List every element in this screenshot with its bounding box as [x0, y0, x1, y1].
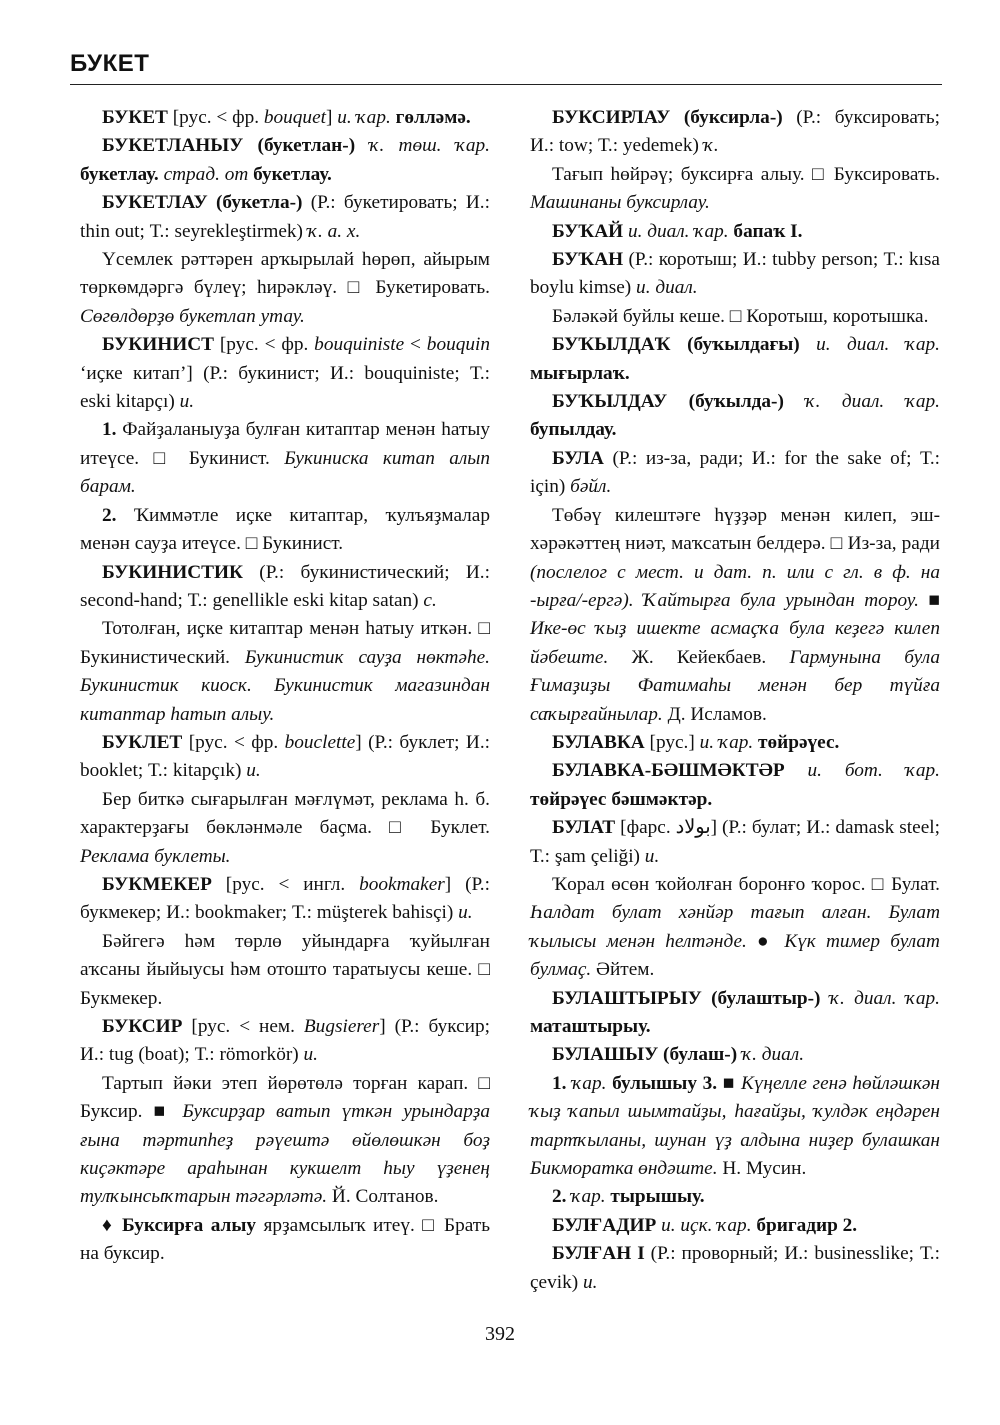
dictionary-entry [530, 729, 940, 757]
entry-paragraph [530, 871, 940, 985]
italic-text: (послелог с мест. и дат. п. или с гл. в ф. на -ырға/-ергә). Ҡайтырға була урындан тороу. [530, 561, 940, 611]
italic-text: ҡар. [571, 1186, 606, 1208]
headword: БУКЕТЛАНЫУ (букетлан-) [102, 135, 356, 157]
dictionary-entry [530, 985, 940, 1042]
headword: БУЛАШТЫРЫУ (булаштыр-) [552, 987, 821, 1009]
text [785, 760, 808, 781]
headword: БУЛҒАН I [552, 1243, 645, 1265]
page-header [70, 50, 940, 78]
italic-text: ҡ. төш. ҡар. [369, 135, 490, 157]
italic-text: Гармунына була Ғимаҙиҙы Фатимаһы менән бер түйға саҡырғайнылар. [530, 646, 940, 725]
italic-text: Күңелле генә һөйләшкән ҡыҙ ҡапыл шымтайҙы, һағайҙы, ҡулдәк еңдәрен тартҡыланы, шунан үҙ алдына ниҙер булашкан Бикморатка өндәште. [530, 1072, 941, 1180]
text: Ж. Кейекбаев. [608, 646, 790, 668]
dictionary-entry [80, 1013, 490, 1070]
dictionary-entry [530, 218, 940, 246]
italic-text: ҡ. диал. [741, 1044, 805, 1066]
italic-text: bouquin [426, 334, 490, 356]
bold-text: маташтырыу. [530, 1016, 651, 1037]
bold-text: төйрәүес. [758, 731, 840, 753]
headword: БУКМЕКЕР [102, 873, 212, 895]
dictionary-entry [80, 559, 490, 616]
bold-text: мығырлаҡ. [530, 362, 630, 384]
text: (Р.: букетировать; И.: thin out; Т.: seyrekleştirmek) [80, 192, 490, 242]
text: [рус. < фр. [167, 107, 264, 128]
text: [рус. < фр. [182, 731, 285, 753]
text: [фарс. بولاد] (Р.: булат; И.: damask steel; Т.: şam çeliği) [530, 817, 940, 867]
headword: БУКСИР [102, 1016, 183, 1037]
text: ] (Р.: буклет; И.: booklet; Т.: kitapçık) [80, 731, 490, 782]
text [820, 988, 829, 1009]
bold-text: бригадир 2. [756, 1214, 858, 1236]
bold-text: 1. [102, 419, 117, 441]
entry-paragraph [80, 502, 490, 559]
italic-text: bouquiniste [314, 334, 405, 356]
italic-text: bookmaker [359, 873, 445, 895]
text: ♦ [102, 1214, 122, 1236]
text: Файҙаланыуҙа булған китаптар менән һатыу итеүсе. □ Букинист. [80, 419, 490, 469]
italic-text: Һалдат булат хәнйәр тағып алған. Булат ҡылысы менән һелтәнде. [530, 902, 940, 952]
dictionary-entry [530, 757, 940, 814]
italic-text: и. диал. ҡар. [816, 334, 941, 356]
headword: БУЛАВКА [552, 731, 645, 753]
entry-paragraph [530, 1070, 940, 1184]
italic-text: и. [303, 1044, 318, 1066]
entry-paragraph [530, 1183, 940, 1211]
headword: БУЛАТ [552, 817, 616, 839]
text: [рус. < фр. [213, 334, 315, 356]
entry-paragraph [530, 502, 940, 729]
italic-text: и. [583, 1271, 598, 1293]
dictionary-entry [530, 1041, 940, 1069]
headword: БУҠАЙ [552, 220, 624, 242]
entry-paragraph [80, 786, 490, 871]
italic-text: и. диал. ҡар. [627, 220, 729, 242]
dictionary-entry [530, 331, 940, 388]
text: ■ [717, 1072, 741, 1094]
italic-text: и. [458, 902, 473, 924]
bold-text: 2. [102, 504, 117, 526]
entry-paragraph [80, 615, 490, 729]
entry-paragraph [530, 303, 940, 331]
dictionary-entry [530, 246, 940, 303]
italic-text: и. [246, 760, 261, 782]
italic-text: ҡар. [572, 1072, 607, 1094]
text [800, 334, 816, 355]
italic-text: Букинистик сауҙа нөктәһе. Букинистик киоск. Букинистик магазиндан китаптар һатып алыу. [80, 646, 491, 725]
bold-text: тырышыу. [610, 1186, 705, 1208]
italic-text: Букиниска китап алып барам. [80, 447, 490, 498]
bold-text: Буксирға алыу [121, 1214, 257, 1236]
text: Әйтем. [591, 959, 655, 981]
headword: БУКИНИСТИК [102, 561, 243, 583]
text: (Р.: из-за, ради; И.: for the sake of; Т.: için) [530, 447, 940, 498]
dictionary-entry [80, 189, 490, 246]
text: [рус. < нем. [182, 1016, 304, 1037]
italic-text: и. ҡар. [337, 107, 391, 128]
text: Тағып һөйрәү; буксирға алыу. □ Буксировать. [552, 163, 940, 185]
text: Н. Мусин. [717, 1158, 807, 1180]
italic-text: ҡ. диал. ҡар. [805, 391, 940, 413]
italic-text: Машинаны буксирлау. [530, 192, 710, 214]
dictionary-entry [530, 104, 940, 161]
text: Бәйгегә һәм төрлө уйындарға ҡуйылған аҡсаны йыйыусы һәм отошто таратыусы кеше. □ Букмекер. [80, 930, 490, 1009]
text: (Р.: проворный; И.: businesslike; Т.: çevik) [530, 1243, 940, 1293]
bold-text: 2. [552, 1186, 567, 1208]
headword: БУЛАВКА-БӘШМӘКТӘР [552, 760, 785, 782]
italic-text: и. [644, 845, 660, 867]
italic-text: и. диал. [636, 277, 698, 299]
entry-paragraph [80, 246, 490, 331]
text: (Р.: буксировать; И.: tow; Т.: yedemek) [530, 107, 940, 157]
text: Ҡиммәтле иҫке китаптар, ҡулъяҙмалар менән сауҙа итеүсе. □ Букинист. [80, 504, 490, 555]
italic-text: страд. от [163, 163, 249, 185]
text [784, 391, 806, 412]
italic-text: Буксирҙар ватып үткән урындарҙа ғына тәртипһеҙ рәүештә өйөлөшкән боҙ киҫәктәре араһынан кукшелт һыу үҙенең тулҡынсыҡтарын тәгәрләтә. [80, 1101, 490, 1208]
text: ■ [918, 589, 941, 611]
text: (Р.: коротыш; И.: tubby person; Т.: kısa boylu kimse) [530, 249, 940, 299]
italic-text: Ике-өс ҡыҙ ишекте асмаҫҡа була кеҙегә килеп йәбеште. [530, 618, 940, 668]
text: ярҙамсылыҡ итеү. □ Брать на буксир. [80, 1214, 490, 1265]
italic-text: ҡ. [703, 135, 719, 157]
dictionary-entry [530, 814, 940, 871]
bold-text: 1. [552, 1072, 567, 1094]
headword: БУҠЫЛДАУ (буҡылда-) [552, 391, 784, 413]
italic-text: Реклама буклеты. [80, 845, 231, 867]
text: Бер биткә сығарылған мәғлүмәт, реклама h. б. характерҙағы бөкләнмәле баҫма. □ Буклет. [80, 788, 490, 839]
dictionary-entry [530, 445, 940, 502]
headword: БУЛҒАДИР [552, 1214, 657, 1236]
text: Бәләкәй буйлы кеше. □ Коротыш, коротышка. [552, 305, 929, 327]
text: Й. Солтанов. [327, 1186, 439, 1208]
text: ] (Р.: букмекер; И.: bookmaker; Т.: müşterek bahisçi) [80, 873, 490, 924]
running-head: БУКЕТ [70, 50, 150, 77]
text: Төбәү килештәге һүҙҙәр менән килеп, эш-хәрәкәттең ниәт, маҡсатын белдерә. □ Из-за, ради [530, 504, 940, 555]
dictionary-entry [80, 132, 490, 189]
text [355, 135, 369, 156]
italic-text: и. бот. ҡар. [807, 760, 940, 782]
dictionary-entry [80, 729, 490, 786]
text: ● [746, 930, 785, 952]
bold-text: букетлау. [80, 163, 159, 185]
italic-text: и. иҫк. ҡар. [661, 1214, 752, 1236]
bold-text: бапаҡ I. [733, 220, 803, 242]
italic-text: с. [423, 589, 437, 611]
italic-text: ҡ. а. х. [307, 220, 361, 242]
italic-text: Bugsierer [303, 1016, 380, 1037]
entry-paragraph [80, 1212, 490, 1269]
text: Тотолған, иҫке китаптар менән һатыу иткән. □ Букинистический. [80, 618, 490, 668]
headword: БУКЕТ [102, 107, 168, 128]
headword: БУЛАШЫУ (булаш-) [552, 1044, 738, 1066]
italic-text: и. [179, 391, 195, 413]
text: Үсемлек рәттәрен арҡырылай һөрөп, айырым төркөмдәргә бүлеү; һирәкләү. □ Букетировать. [80, 249, 490, 299]
headword: БУКИНИСТ [102, 334, 214, 356]
bold-text: төйрәүес бәшмәктәр. [530, 788, 713, 810]
dictionary-entry [80, 104, 490, 132]
dictionary-entry [530, 1240, 940, 1297]
italic-text: Күк тимер булат булмаҫ. [530, 930, 940, 981]
italic-text: ҡ. диал. ҡар. [829, 987, 940, 1009]
italic-text: и. ҡар. [699, 731, 754, 753]
dictionary-entry [530, 1212, 940, 1240]
entry-paragraph [80, 928, 490, 1013]
italic-text: Сөгөлдөрҙө букетлап утау. [80, 305, 305, 327]
headword: БУЛА [552, 447, 604, 469]
entry-paragraph [80, 416, 490, 501]
bold-text: букетлау. [253, 163, 332, 185]
page-number: 392 [485, 1323, 515, 1345]
text: Ҡорал өсөн ҡойолған боронғо ҡорос. □ Булат. [552, 873, 940, 895]
headword: БУҠАН [552, 249, 624, 271]
bold-text: гөлләмә. [395, 107, 471, 128]
entry-paragraph [80, 1070, 490, 1212]
headword: БУКЕТЛАУ (букетла-) [102, 192, 303, 214]
italic-text: бәйл. [570, 476, 612, 498]
bold-text: бупылдау. [530, 419, 617, 441]
text: (Р.: букинистический; И.: second-hand; Т.: genellikle eski kitap satan) [80, 561, 490, 611]
text: Д. Исламов. [662, 703, 767, 725]
text: ‘иҫке китап’] (Р.: букинист; И.: bouquiniste; Т.: eski kitapçı) [80, 362, 490, 413]
text: Тартып йәки этеп йөрөтөлә торған карап. □ Буксир. ■ [80, 1072, 490, 1123]
header-rule [70, 84, 942, 85]
left-column [80, 104, 490, 1269]
entry-paragraph [530, 161, 940, 218]
headword: БУКЛЕТ [102, 731, 183, 753]
bold-text: булышыу 3. [612, 1072, 718, 1094]
italic-text: bouquet [263, 107, 326, 128]
dictionary-entry [80, 871, 490, 928]
headword: БУКСИРЛАУ (буксирла-) [552, 107, 783, 128]
dictionary-entry [80, 331, 490, 416]
text: ] [325, 107, 338, 128]
text: [рус. < ингл. [211, 873, 360, 895]
text: ] (Р.: буксир; И.: tug (boat); Т.: römorkör) [80, 1016, 490, 1066]
text: < [404, 334, 427, 356]
text: [рус.] [644, 731, 700, 753]
right-column [530, 104, 940, 1297]
headword: БУҠЫЛДАҠ (буҡылдағы) [552, 334, 800, 356]
italic-text: bouclette [284, 731, 356, 753]
dictionary-entry [530, 388, 940, 445]
